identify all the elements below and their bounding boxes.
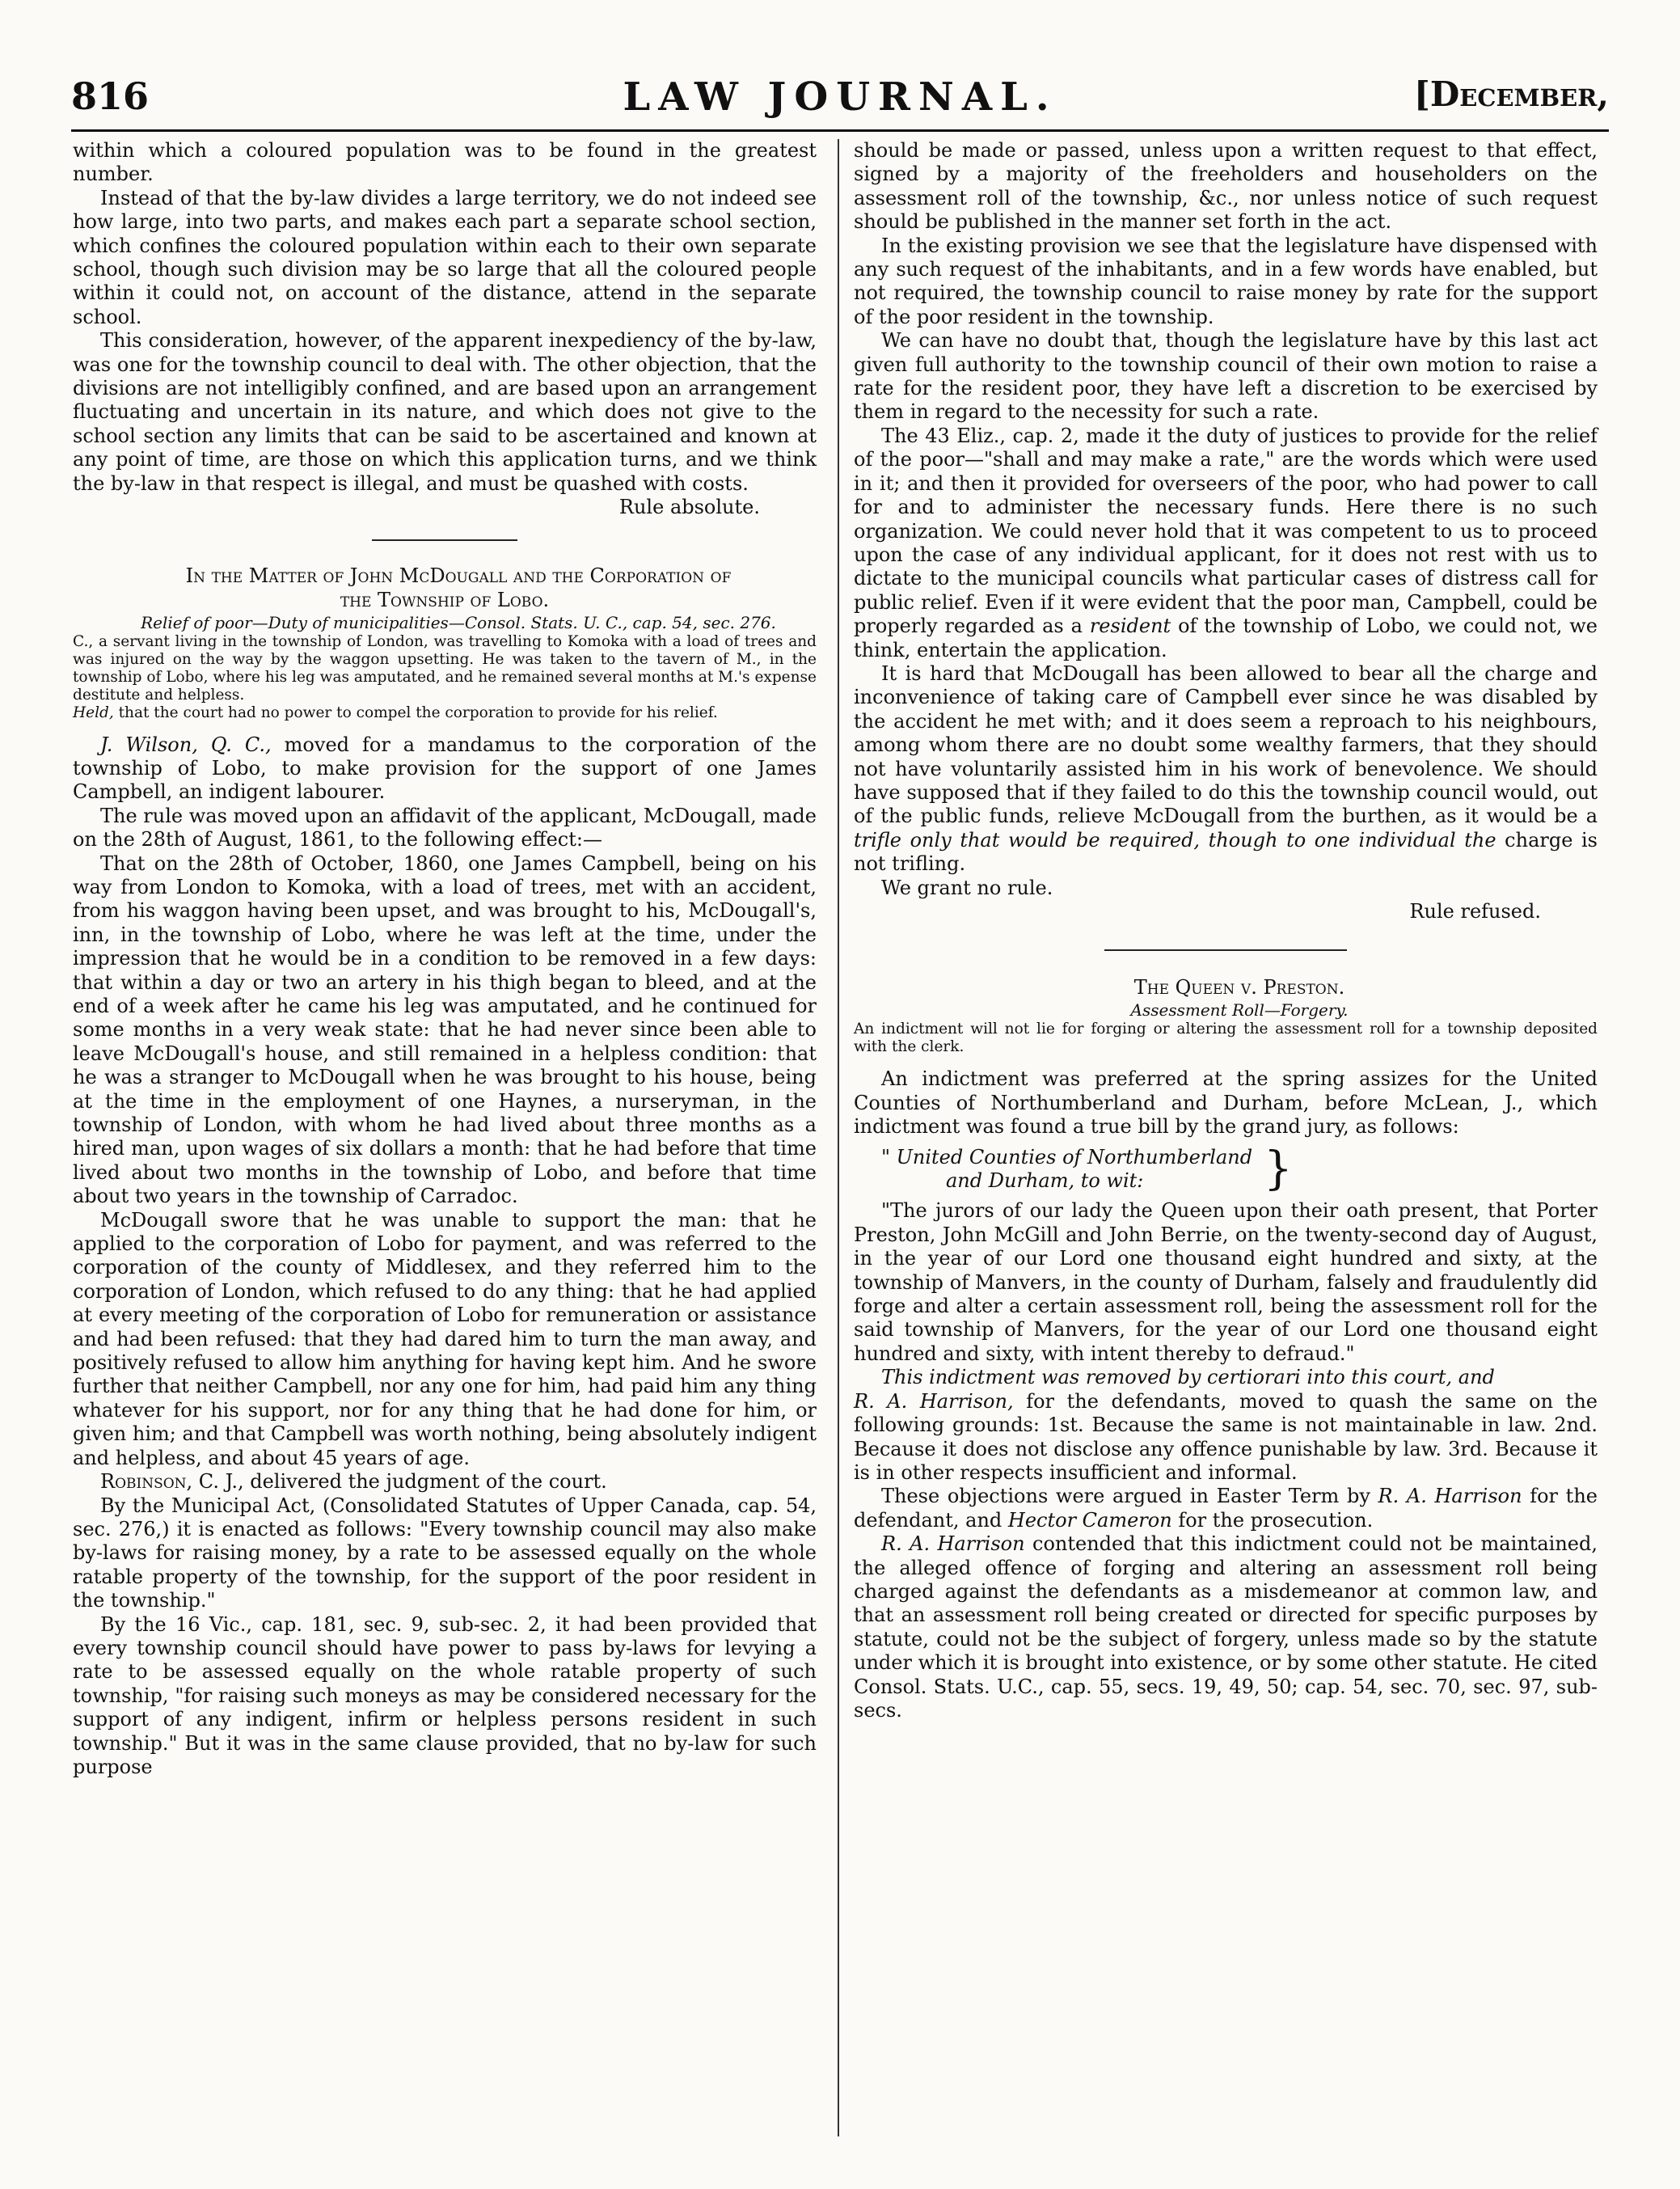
case-title: The Queen v. Preston. xyxy=(1133,976,1345,999)
paragraph xyxy=(73,1470,817,1494)
paragraph xyxy=(854,425,1598,662)
paragraph-text: These objections were argued in Easter Term by xyxy=(881,1485,1378,1508)
paragraph-text: It is hard that McDougall has been allowed to bear all the charge and inconvenience of taking care of Campbell ever since he was disabled by the accident he met with; and it does seem a reproach to his neighbours, among whom there are no doubt some wealthy farmers, that they should not have voluntarily assisted him in his work of benevolence. We should have supposed that if they failed to do this the township council would, out of the public funds, relieve McDougall from the burthen, as it would be a xyxy=(854,661,1598,828)
paragraph: By the Municipal Act, (Consolidated Statutes of Upper Canada, cap. 54, sec. 276,) it is enacted as follows: "Every township council may also make by-laws for raising money, by a rate to be assessed equally on the whole ratable property of the township, for the support of the poor resident in the township." xyxy=(73,1494,817,1612)
case-title xyxy=(73,564,817,612)
paragraph: That on the 28th of October, 1860, one James Campbell, being on his way from London to Komoka, with a load of trees, met with an accident, from his waggon having been upset, and was brought to his, McDougall's, inn, in the township of Lobo, where he was left at the time, under the impression that he would be in a condition to be removed in a few days: that within a day or two an artery in his thigh began to bleed, and at the end of a week after he came his leg was amputated, and he continued for some months in a very weak state: that he had never since been able to leave McDougall's house, and still remained in a helpless condition: that he was a stranger to McDougall when he was brought to his house, being at the time in the employment of one Haynes, a nurseryman, in the township of London, with whom he had lived about three months as a hired man, upon wages of six dollars a month: that he had before that time lived about two months in the township of Lobo, and before that time about two years in the township of Carradoc. xyxy=(73,852,817,1208)
paragraph-text: delivered the judgment of the court. xyxy=(243,1470,607,1494)
paragraph: "The jurors of our lady the Queen upon their oath present, that Porter Preston, John McGill and John Berrie, on the twenty-second day of August, in the year of our Lord one thousand eight hundred and sixty, at the township of Manvers, in the county of Durham, falsely and fraudulently did forge and alter a certain assessment roll, being the assessment roll for the said township of Manvers, for the year of our Lord one thousand eight hundred and sixty, with intent thereby to defraud." xyxy=(854,1199,1598,1365)
column-divider xyxy=(838,139,839,2136)
headnote-text: that the court had no power to compel the corporation to provide for his relief. xyxy=(113,704,718,721)
paragraph-text: for the defendant, and xyxy=(854,1485,1598,1532)
paragraph-text: for the defendants, moved to quash the same on the following grounds: 1st. Because the same is not maintainable in law. 2nd. Because it does not disclose any offence punishable by law. 3rd. Because it is in other respects insufficient and informal. xyxy=(854,1389,1598,1484)
paragraph: The rule was moved upon an affidavit of the applicant, McDougall, made on the 28th of August, 1861, to the following effect:— xyxy=(73,804,817,852)
paragraph: should be made or passed, unless upon a written request to that effect, signed by a majority of the freeholders and householders on the assessment roll of the township, &c., nor unless notice of such request should be published in the manner set forth in the act. xyxy=(854,139,1598,234)
judge-name: Robinson, C. J., xyxy=(100,1470,244,1494)
paragraph xyxy=(854,1366,1598,1485)
page-number: 816 xyxy=(71,74,150,118)
headnote: An indictment will not lie for forging or altering the assessment roll for a township deposited with the clerk. xyxy=(854,1021,1598,1056)
paragraph: By the 16 Vic., cap. 181, sec. 9, sub-sec. 2, it had been provided that every township council should have power to pass by-laws for levying a rate to be assessed equally on the whole ratable property of such township, "for raising such moneys as may be considered necessary for the support of any indigent, infirm or helpless persons resident in such township." But it was in the same clause provided, that no by-law for such purpose xyxy=(73,1612,817,1778)
case-title-line: the Township of Lobo. xyxy=(340,588,550,611)
page-header xyxy=(71,74,1609,123)
paragraph xyxy=(854,1485,1598,1532)
paragraph: This consideration, however, of the apparent inexpediency of the by-law, was one for the township council to deal with. The other objection, that the divisions are not intelligibly confined, and are based upon an arrangement fluctuating and uncertain in its nature, and which does not give to the school section any limits that can be said to be ascertained and known at any point of time, are those on which this application turns, and we think the by-law in that respect is illegal, and must be quashed with costs. xyxy=(73,329,817,495)
venue-line: and Durham, to wit: xyxy=(946,1169,1144,1193)
counsel-name: J. Wilson, Q. C., xyxy=(100,733,272,756)
indictment-venue xyxy=(881,1143,1598,1196)
counsel-name: Hector Cameron xyxy=(1007,1508,1172,1532)
emphasis: resident xyxy=(1089,615,1171,638)
header-rule xyxy=(71,129,1609,132)
paragraph xyxy=(73,733,817,805)
brace-glyph: } xyxy=(1264,1143,1293,1196)
case-title-line: In the Matter of John McDougall and the Corporation of xyxy=(185,564,732,587)
paragraph-text: of the township of Lobo, we could not, we think, entertain the application. xyxy=(854,615,1598,661)
paragraph-text: charge is not trifling. xyxy=(854,828,1598,876)
paragraph xyxy=(854,1532,1598,1722)
paragraph xyxy=(854,662,1598,877)
issue-month: [December, xyxy=(1413,74,1609,114)
right-column xyxy=(854,139,1598,1722)
paragraph: Instead of that the by-law divides a large territory, we do not indeed see how large, into two parts, and makes each part a separate school section, which confines the coloured population within each to their own separate school, though such division may be so large that all the coloured people within it could not, on account of the distance, attend in the separate school. xyxy=(73,186,817,328)
section-divider xyxy=(1104,949,1347,951)
paragraph-text: moved for a mandamus to the corporation of the township of Lobo, to make provision for the support of one James Campbell, an indigent labourer. xyxy=(73,733,817,804)
section-divider xyxy=(372,539,517,541)
headnote xyxy=(73,704,817,722)
paragraph: In the existing provision we see that the legislature have dispensed with any such request of the inhabitants, and in a few words have enabled, but not required, the township council to raise money by rate for the support of the poor resident in the township. xyxy=(854,234,1598,328)
paragraph-text: The 43 Eliz., cap. 2, made it the duty of justices to provide for the relief of the poor—"shall and may make a rate," are the words which were used in it; and then it provided for overseers of the poor, who had power to call for and to administer the necessary funds. Here there is no such organization. We could never hold that it was competent to us to proceed upon the case of any individual applicant, for it does not rest with us to dictate to the municipal councils what particular cases of distress call for public relief. Even if it were evident that the poor man, Campbell, could be properly regarded as a xyxy=(854,424,1598,638)
headnote-lead: Held, xyxy=(73,704,114,721)
headnote: C., a servant living in the township of London, was travelling to Komoka with a load of trees and was injured on the way by the waggon upsetting. He was taken to the tavern of M., in the township of Lobo, where his leg was amputated, and he remained several months at M.'s expense destitute and helpless. xyxy=(73,632,817,704)
paragraph: within which a coloured population was to be found in the greatest number. xyxy=(73,139,817,186)
venue-line: " United Counties of Northumberland xyxy=(881,1145,1253,1168)
paragraph: We grant no rule. xyxy=(881,876,1053,899)
paragraph-text: for the prosecution. xyxy=(1171,1508,1374,1532)
emphasis: This indictment was removed by certiorari into this court, and xyxy=(881,1366,1495,1389)
ruling-line: Rule absolute. xyxy=(618,496,760,519)
journal-title: LAW JOURNAL. xyxy=(623,74,1057,120)
case-subtitle: Assessment Roll—Forgery. xyxy=(1130,1000,1349,1021)
paragraph: McDougall swore that he was unable to support the man: that he applied to the corporation of Lobo for payment, and was referred to the corporation of the county of Middlesex, and they referred him to the corporation of London, which refused to do any thing: that he had applied at every meeting of the corporation of Lobo for remuneration or assistance and had been refused: that they had dared him to turn the man away, and positively refused to allow him anything for having kept him. And he swore further that neither Campbell, nor any one for him, had paid him any thing whatever for his support, nor for any thing that he had done for him, or given him; and that Campbell was worth nothing, being absolutely indigent and helpless, and about 45 years of age. xyxy=(73,1208,817,1469)
paragraph-text: contended that this indictment could not be maintained, the alleged offence of forging and altering an assessment roll being charged against the defendants as a misdemeanor at common law, and that an assessment roll being created or directed for specific purposes by statute, could not be the subject of forgery, unless made so by the statute under which it is brought into existence, or by some other statute. He cited Consol. Stats. U.C., cap. 55, secs. 19, 49, 50; cap. 54, sec. 70, sec. 97, sub-secs. xyxy=(854,1532,1598,1722)
left-column xyxy=(73,139,817,1779)
paragraph: We can have no doubt that, though the legislature have by this last act given full authority to the township council of their own motion to raise a rate for the resident poor, they have left a discretion to be exercised by them in regard to the necessity for such a rate. xyxy=(854,329,1598,424)
counsel-name: R. A. Harrison, xyxy=(854,1389,1014,1413)
ruling-line: Rule refused. xyxy=(1409,900,1541,923)
emphasis: trifle only that would be required, though to one individual the xyxy=(854,828,1496,852)
counsel-name: R. A. Harrison xyxy=(881,1532,1025,1556)
counsel-name: R. A. Harrison xyxy=(1378,1485,1522,1508)
case-subtitle: Relief of poor—Duty of municipalities—Consol. Stats. U. C., cap. 54, sec. 276. xyxy=(141,612,776,632)
paragraph: An indictment was preferred at the spring assizes for the United Counties of Northumberland and Durham, before McLean, J., which indictment was found a true bill by the grand jury, as follows: xyxy=(854,1067,1598,1139)
